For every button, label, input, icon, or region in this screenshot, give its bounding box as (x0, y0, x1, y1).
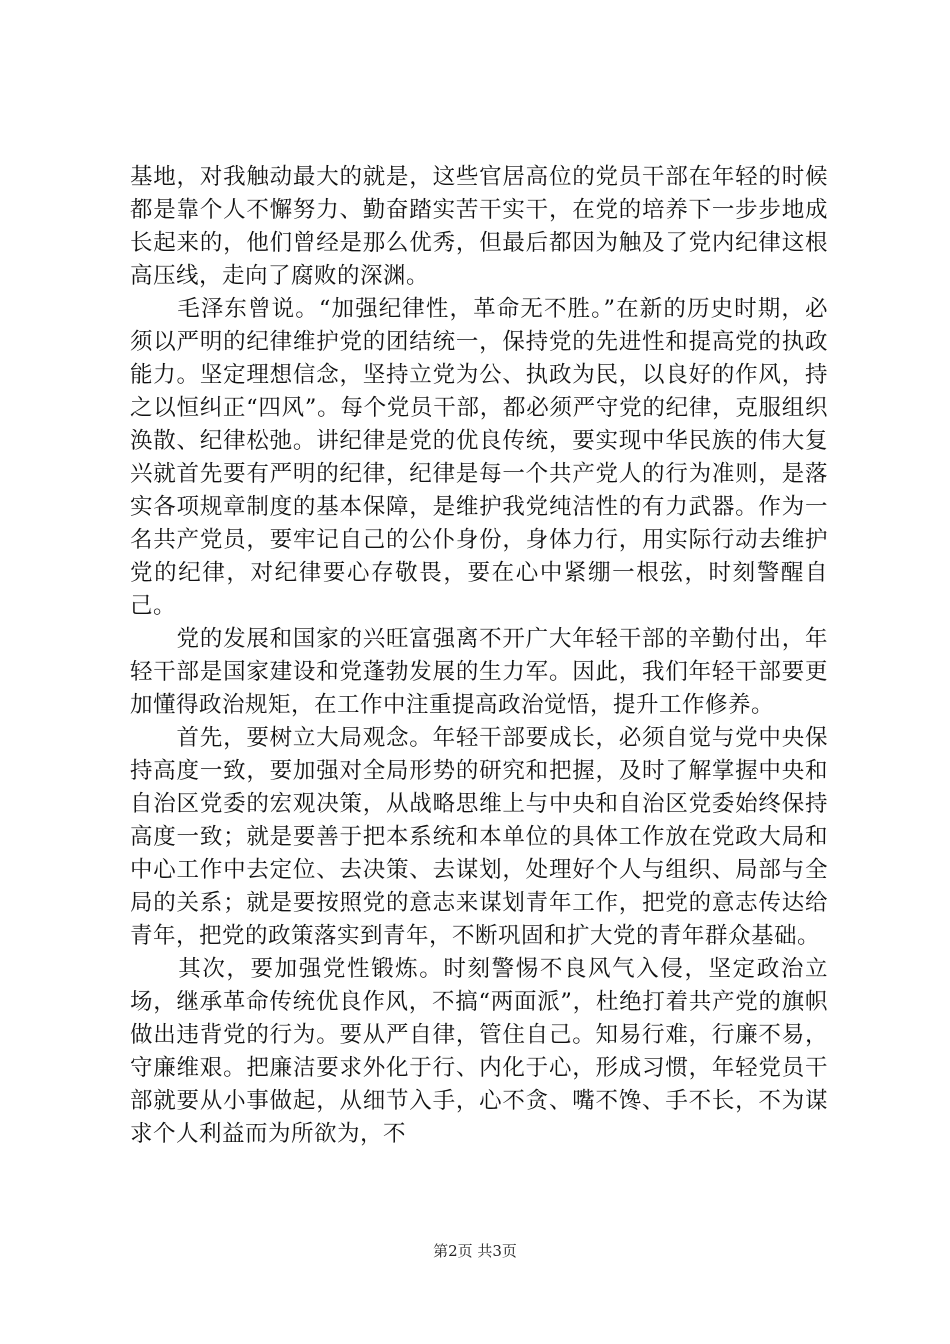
page-number-footer: 第2页 共3页 (433, 1242, 517, 1260)
paragraph-1: 基地，对我触动最大的就是，这些官居高位的党员干部在年轻的时候都是靠个人不懈努力、勤奋踏实苦干实干，在党的培养下一步步地成长起来的，他们曾经是那么优秀，但最后都因为触及了党内纪律这根高压线，走向了腐败的深渊。 (130, 164, 828, 289)
paragraph-3: 党的发展和国家的兴旺富强离不开广大年轻干部的辛勤付出，年轻干部是国家建设和党蓬勃发展的生力军。因此，我们年轻干部要更加懂得政治规矩，在工作中注重提高政治觉悟，提升工作修养。 (130, 626, 828, 718)
paragraph-2: 毛泽东曾说。“加强纪律性，革命无不胜。”在新的历史时期，必须以严明的纪律维护党的团结统一，保持党的先进性和提高党的执政能力。坚定理想信念，坚持立党为公、执政为民，以良好的作风，持之以恒纠正“四风”。每个党员干部，都必须严守党的纪律，克服组织涣散、纪律松弛。讲纪律是党的优良传统，要实现中华民族的伟大复兴就首先要有严明的纪律，纪律是每一个共产党人的行为准则，是落实各项规章制度的基本保障，是维护我党纯洁性的有力武器。作为一名共产党员，要牢记自己的公仆身份，身体力行，用实际行动去维护党的纪律，对纪律要心存敬畏，要在心中紧绷一根弦，时刻警醒自己。 (130, 296, 828, 619)
paragraph-5: 其次，要加强党性锻炼。时刻警惕不良风气入侵，坚定政治立场，继承革命传统优良作风，不搞“两面派”，杜绝打着共产党的旗帜做出违背党的行为。要从严自律，管住自己。知易行难，行廉不易，守廉维艰。把廉洁要求外化于行、内化于心，形成习惯，年轻党员干部就要从小事做起，从细节入手，心不贪、嘴不馋、手不长，不为谋求个人利益而为所欲为，不 (130, 956, 828, 1147)
document-body (130, 161, 828, 1151)
paragraph-4: 首先，要树立大局观念。年轻干部要成长，必须自觉与党中央保持高度一致，要加强对全局形势的研究和把握，及时了解掌握中央和自治区党委的宏观决策，从战略思维上与中央和自治区党委始终保持高度一致；就是要善于把本系统和本单位的具体工作放在党政大局和中心工作中去定位、去决策、去谋划，处理好个人与组织、局部与全局的关系；就是要按照党的意志来谋划青年工作，把党的意志传达给青年，把党的政策落实到青年，不断巩固和扩大党的青年群众基础。 (130, 725, 828, 949)
